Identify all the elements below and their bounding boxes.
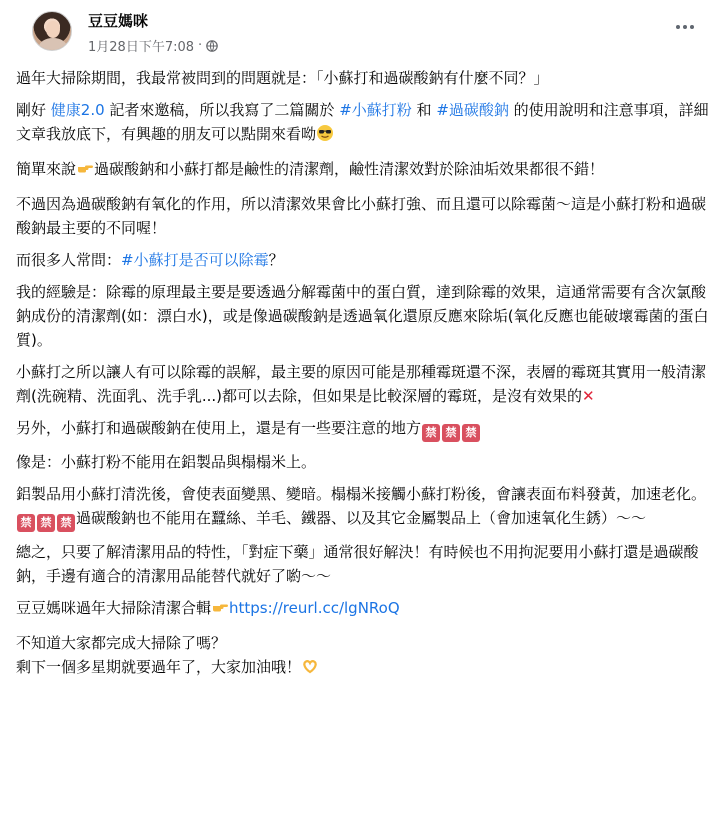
paragraph-7: 小蘇打之所以讓人有可以除霉的誤解，最主要的原因可能是那種霉斑還不深，表層的霉斑其實用一般清潔劑(洗碗精、洗面乳、洗手乳...)都可以去除，但如果是比較深層的霉斑，是沒有效果的✕ bbox=[16, 363, 707, 405]
pointing-hand-icon bbox=[211, 598, 229, 623]
prohibited-icon: 禁 bbox=[422, 424, 440, 442]
paragraph-8: 另外，小蘇打和過碳酸鈉在使用上，還是有一些要注意的地方 禁 禁 禁 bbox=[16, 416, 716, 442]
paragraph-2: 剛好 健康2.0 記者來邀稿，所以我寫了二篇關於 #小蘇打粉 和 #過碳酸鈉 的使用說明和注意事項，詳細文章我放底下，有興趣的朋友可以點開來看呦 bbox=[16, 98, 716, 149]
pointing-hand-icon bbox=[76, 159, 94, 184]
post-meta bbox=[88, 36, 218, 55]
hashtag-mold[interactable]: #小蘇打是否可以除霉 bbox=[121, 251, 269, 269]
paragraph-9: 像是：小蘇打粉不能用在鋁製品與榻榻米上。 bbox=[16, 453, 317, 471]
post-timestamp[interactable]: 1月28日下午7:08 bbox=[88, 40, 195, 55]
prohibited-icon: 禁 bbox=[57, 514, 75, 532]
avatar-face bbox=[46, 21, 60, 38]
cross-mark-icon: ✕ bbox=[582, 387, 595, 405]
paragraph-4: 不過因為過碳酸鈉有氧化的作用，所以清潔效果會比小蘇打強、而且還可以除霉菌～這是小蘇打粉和過碳酸鈉最主要的不同喔！ bbox=[16, 195, 707, 237]
hashtag-baking-soda[interactable]: #小蘇打粉 bbox=[339, 101, 412, 119]
avatar[interactable] bbox=[32, 11, 72, 51]
paragraph-6: 我的經驗是：除霉的原理最主要是要透過分解霉菌中的蛋白質，達到除霉的效果，這通常需要有含次氯酸鈉成份的清潔劑(如：漂白水)，或是像過碳酸鈉是透過氧化還原反應來除垢(氧化反應也能破壞霉菌的蛋白質)。 bbox=[16, 283, 709, 349]
meta-separator: · bbox=[198, 38, 203, 53]
prohibited-icon: 禁 bbox=[37, 514, 55, 532]
paragraph-3: 簡單來說 過碳酸鈉和小蘇打都是鹼性的清潔劑，鹼性清潔效對於除油垢效果都很不錯！ bbox=[16, 157, 716, 184]
hashtag-percarbonate[interactable]: #過碳酸鈉 bbox=[436, 101, 509, 119]
collection-link[interactable]: https://reurl.cc/lgNRoQ bbox=[229, 599, 400, 617]
avatar-body bbox=[39, 38, 67, 51]
paragraph-5: 而很多人常問：#小蘇打是否可以除霉？ bbox=[16, 251, 284, 269]
health-link[interactable]: 健康2.0 bbox=[50, 101, 105, 119]
post-body bbox=[16, 66, 716, 690]
paragraph-11: 總之，只要了解清潔用品的特性，「對症下藥」通常很好解決！有時候也不用拘泥要用小蘇打還是過碳酸鈉，手邊有適合的清潔用品能替代就好了喲～～ bbox=[16, 543, 699, 585]
post-header bbox=[16, 0, 711, 62]
globe-icon[interactable] bbox=[206, 40, 218, 52]
heart-hands-icon bbox=[301, 657, 319, 682]
paragraph-1: 過年大掃除期間，我最常被問到的問題就是：「小蘇打和過碳酸鈉有什麼不同？」 bbox=[16, 69, 549, 87]
more-dots-icon[interactable] bbox=[673, 20, 697, 34]
prohibited-icon: 禁 bbox=[17, 514, 35, 532]
prohibited-icon: 禁 bbox=[442, 424, 460, 442]
author-name[interactable]: 豆豆媽咪 bbox=[88, 12, 149, 30]
paragraph-12: 豆豆媽咪過年大掃除清潔合輯 https://reurl.cc/lgNRoQ bbox=[16, 596, 716, 623]
sunglasses-emoji-icon bbox=[316, 124, 334, 149]
prohibited-icon: 禁 bbox=[462, 424, 480, 442]
paragraph-10: 鋁製品用小蘇打清洗後，會使表面變黑、變暗。榻榻米接觸小蘇打粉後，會讓表面布料發黃，加速老化。 禁 禁 禁 過碳酸鈉也不能用在蠶絲、羊毛、鐵器、以及其它金屬製品上（會加速氧化生銹）～～ bbox=[16, 482, 716, 532]
paragraph-13: 不知道大家都完成大掃除了嗎？ 剩下一個多星期就要過年了，大家加油哦！ bbox=[16, 631, 716, 682]
